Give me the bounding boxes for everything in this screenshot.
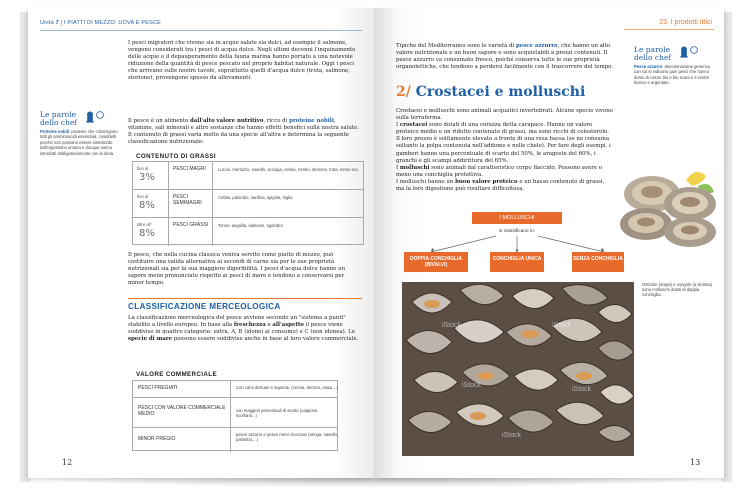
fat-label: fino al bbox=[137, 194, 149, 199]
fish-type: PESCI SEMIMAGRI bbox=[169, 190, 213, 217]
right-page-header: 23. I prodotti ittici bbox=[659, 19, 712, 26]
text-run: I molluschi hanno un bbox=[396, 178, 456, 185]
table-row bbox=[133, 162, 363, 190]
table-row bbox=[133, 218, 363, 246]
heading-rule bbox=[128, 298, 362, 299]
unit-prefix: Unità bbox=[40, 20, 54, 26]
text-run: , che hanno un alto valore nutrizionale e un buon sapore e sono acquistabili a prezzi contenuti. Il pesce azzurro va consumato fresco, poiché conserva tutte le sue proprietà organolettiche, che tendono a perdersi facilmente con il trascorrere del tempo. bbox=[396, 43, 614, 71]
bold-run: dall'alto valore nutritivo bbox=[190, 118, 264, 124]
text-run: possono essere suddivise anche in base al loro valore commerciale. bbox=[172, 336, 359, 343]
fat-percent: 8% bbox=[139, 228, 155, 239]
chef-term: Pesce azzurro bbox=[634, 64, 663, 69]
fat-label: fino al bbox=[137, 166, 149, 171]
bold-run: all'aspetto bbox=[272, 322, 304, 329]
section-title: Crostacei e molluschi bbox=[415, 84, 586, 100]
text-run: il pesce viene suddiviso in quattro categorie: extra, A, B (idonei al consumo) e C (non idonea). Le bbox=[128, 322, 355, 336]
text-run: , vitamine, sali minerali e altre sostanze che hanno effetti benefici sulla nostra salute. Il contenuto di grassi varia molto da una specie all'altra e determina la seguente classificazione nutrizionale: bbox=[128, 118, 359, 146]
chef-sidebar-text bbox=[634, 64, 714, 86]
fish-examples: Tonno, anguilla, salmone, sgombro bbox=[218, 223, 283, 228]
keyword-pesce-azzurro: pesce azzurro bbox=[516, 43, 558, 49]
speech-bubble-icon bbox=[690, 46, 698, 54]
chef-definition: : denominazione generica con cui si indicano quei pesci che hanno dorso di colore blu e blu scuro e il ventre bianco e argentato. bbox=[634, 64, 711, 86]
fat-percent: 8% bbox=[139, 200, 155, 211]
chef-term: Proteine nobili bbox=[40, 129, 70, 134]
chef-sidebar-title: Le parole dello chef bbox=[40, 110, 78, 127]
table-row bbox=[133, 398, 337, 428]
clams-photo bbox=[402, 282, 634, 456]
table-row bbox=[133, 381, 337, 398]
speech-bubble-icon bbox=[96, 111, 104, 119]
chef-sidebar-pesce-azzurro bbox=[634, 46, 714, 86]
watermark-text: iStock bbox=[502, 432, 522, 439]
section-number: 2/ bbox=[396, 84, 411, 100]
value-table-title: VALORE COMMERCIALE bbox=[136, 371, 217, 378]
bold-run: freschezza bbox=[233, 322, 266, 329]
fish-type: PESCI GRASSI bbox=[169, 218, 213, 246]
commercial-value-table bbox=[132, 380, 338, 451]
fat-cell bbox=[133, 190, 169, 217]
table-row bbox=[133, 190, 363, 218]
page-number-right: 13 bbox=[690, 458, 701, 467]
text-run: e bbox=[265, 322, 273, 329]
value-description: pesce azzurro e pesce meno ricercato (aringa, nasello, palombo,...) bbox=[236, 432, 338, 443]
chef-hat-icon bbox=[84, 111, 96, 123]
diagram-box-conchiglia-unica: CONCHIGLIA UNICA bbox=[490, 252, 544, 272]
fat-cell bbox=[133, 218, 169, 246]
watermark-text: iStock bbox=[442, 322, 462, 329]
value-category: MINOR PREGIO bbox=[133, 428, 231, 452]
header-separator: | bbox=[60, 20, 64, 26]
text-run: Tipiche del Mediterraneo sono le varietà di bbox=[396, 43, 516, 49]
fat-label: oltre all' bbox=[137, 222, 152, 227]
bold-run: molluschi bbox=[399, 164, 430, 171]
value-description: Con carni delicate e saporite, (cernia, dentice, orata,...) bbox=[236, 385, 338, 390]
paragraph-classificazione bbox=[128, 315, 360, 343]
diagram-subtitle: si classificano in: bbox=[499, 229, 535, 234]
left-page bbox=[28, 8, 374, 478]
paragraph-digestione bbox=[396, 179, 614, 193]
chef-definition: : proteine che contengono tutti gli amminoacidi essenziali, cosiddetti perché non possono essere sintetizzati dall'organismo umano e dunque vanno introdotti obbligatoriamente con la dieta. bbox=[40, 129, 118, 156]
paragraph-molluschi bbox=[396, 165, 614, 179]
diagram-connectors bbox=[396, 232, 636, 254]
text-run: I bbox=[396, 164, 400, 171]
paragraph-intro bbox=[396, 108, 614, 122]
chef-sidebar-title: Le parole dello chef bbox=[634, 45, 672, 62]
bold-run: specie di mare bbox=[128, 336, 173, 343]
text-run: e un basso contenuto di grassi, ma la loro digestione può risultare difficoltosa. bbox=[396, 178, 605, 193]
paragraph-migratory bbox=[128, 40, 360, 83]
watermark-text: iStock bbox=[552, 322, 572, 329]
section-body bbox=[396, 108, 614, 193]
value-category: PESCI CON VALORE COMMERCIALE MEDIO bbox=[133, 398, 231, 427]
keyword-proteine-nobili: proteine nobili bbox=[289, 118, 334, 124]
header-rule bbox=[40, 30, 362, 31]
paragraph-pesce-azzurro bbox=[396, 43, 614, 71]
paragraph-nutrition bbox=[128, 118, 360, 146]
paragraph-text: Il pesce, che nella cucina classica veniva servito come piatto di mezzo, può costituire una valida alternativa ai secondi di carne sia per le sue proprietà nutrizionali sia per la sua maggiore digeribilità. I pesci d'acqua dolce hanno un sapore meno pronunciato rispetto ai pesci di mare e tendono a conservarsi per minor tempo. bbox=[128, 252, 346, 287]
text-run: , ricco di bbox=[263, 118, 290, 124]
diagram-box-senza-conchiglia: SENZA CONCHIGLIA bbox=[572, 252, 624, 272]
chef-sidebar-text bbox=[40, 129, 118, 156]
text-run: sono animali dal caratteristico corpo flaccido. Possono avere o meno una conchiglia protettiva. bbox=[396, 164, 602, 178]
table-row bbox=[133, 428, 337, 452]
paragraph-digeribilita bbox=[128, 252, 360, 287]
value-description: con maggiori percentuali di scarto (cappone, scorfano...) bbox=[236, 408, 319, 419]
fat-table-title: CONTENUTO DI GRASSI bbox=[136, 153, 217, 160]
merceologica-heading: CLASSIFICAZIONE MERCEOLOGICA bbox=[128, 302, 281, 311]
fish-examples: Luccio, merluzzo, nasello, acciuga, cernia, rombo, storione, trota, tonno ecc. bbox=[218, 167, 360, 172]
chef-hat-icon bbox=[678, 46, 690, 58]
clams-illustration bbox=[402, 282, 634, 456]
watermark-text: iStock bbox=[462, 382, 482, 389]
oysters-photo bbox=[618, 158, 720, 250]
value-category: PESCI PREGIATI bbox=[133, 381, 231, 397]
text-run: Il pesce è un alimento bbox=[128, 118, 191, 124]
open-book bbox=[20, 8, 732, 484]
fish-type: PESCI MAGRI bbox=[169, 162, 213, 189]
fat-cell bbox=[133, 162, 169, 189]
paragraph-crostacei bbox=[396, 122, 614, 165]
chef-sidebar-proteine bbox=[40, 111, 118, 156]
text-run: La classificazione merceologica del pesce avviene secondo un "sistema a punti" stabilito a livello europeo. In base alla bbox=[128, 315, 346, 329]
unit-title: I PIATTI DI MEZZO: UOVA E PESCE bbox=[63, 20, 162, 26]
section-heading-crostacei bbox=[396, 84, 585, 100]
bold-run: buon valore proteico bbox=[455, 178, 518, 185]
oysters-caption: Ostriche (sopra) e vongole (a sinistra) sono molluschi dotati di doppia conchiglia. bbox=[642, 282, 713, 298]
fish-examples: Cefalo, palombo, sardina, spigola, triglia bbox=[218, 195, 293, 200]
unit-number: 7 bbox=[55, 20, 59, 26]
paragraph-text: I pesci migratori che vivono sia in acque salate sia dolci, ad esempio il salmone, vengono considerati tra i pesci di acqua dolce. Negli ultimi decenni l'inquinamento delle acque e il depauperamento della fauna marina hanno portato a una notevole riduzione della quantità di pesce pescato nel proprio habitat naturale. Oggi i pesci che arrivano sulle nostre tavole, soprattutto quelli d'acqua dolce (trota, salmone, storione), provengono spesso da allevamenti. bbox=[128, 40, 356, 82]
header-rule bbox=[624, 29, 714, 30]
diagram-root: I MOLLUSCHI bbox=[472, 212, 562, 224]
fat-content-table bbox=[132, 161, 364, 245]
fat-percent: 3% bbox=[139, 172, 155, 183]
watermark-text: iStock bbox=[572, 386, 592, 393]
bold-run: crostacei bbox=[399, 122, 428, 129]
left-page-header bbox=[40, 20, 362, 26]
right-page bbox=[374, 8, 724, 478]
text-run: sono dotati di una corazza detta carapace. Hanno un valore proteico medio e un ridotto contenuto di grassi, ma sono ricchi di colesterolo. Il loro prezzo è solitamente elevato a fronte di una resa bassa (se ne consuma soltanto la polpa contenuta nell'addome e nelle chele). Per fare degli esempi, i gamberi hanno una percentuale di scarto del 50%, le aragoste del 60%, i granchi e gli scampi addirittura del 65%. bbox=[396, 122, 611, 164]
diagram-box-bivalvi: DOPPIA CONCHIGLIA (BIVALVI) bbox=[404, 252, 468, 272]
text-run: I bbox=[396, 122, 400, 129]
page-number-left: 12 bbox=[62, 458, 73, 467]
paragraph-text: Crostacei e molluschi sono animali acquatici invertebrati. Alcune specie vivono sulla terraferma. bbox=[396, 108, 613, 122]
